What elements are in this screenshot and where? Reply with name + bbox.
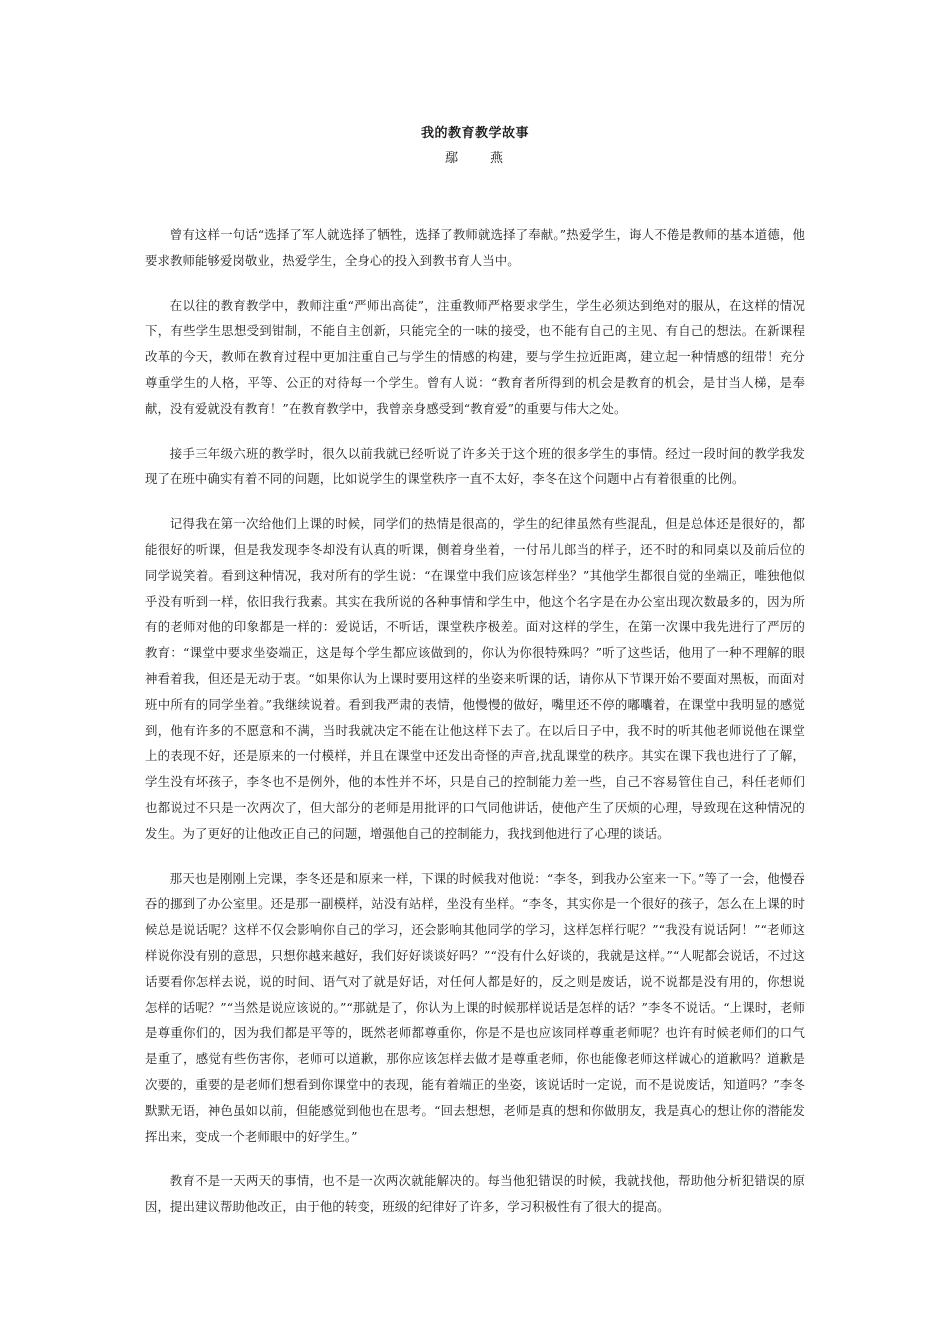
paragraph-1: 曾有这样一句话“选择了军人就选择了牺牲，选择了教师就选择了奉献。”热爱学生，诲人不倦是教师的基本道德，他要求教师能够爱岗敬业，热爱学生，全身心的投入到教书育人当中。 — [145, 227, 805, 268]
paragraph-6: 教育不是一天两天的事情，也不是一次两次就能解决的。每当他犯错误的时候，我就找他，帮助他分析犯错误的原因，提出建议帮助他改正，由于他的转变，班级的纪律好了许多，学习积极性有了很大的提高。 — [145, 1173, 805, 1215]
paragraph-4: 记得我在第一次给他们上课的时候，同学们的热情是很高的，学生的纪律虽然有些混乱，但是总体还是很好的，都能很好的听课，但是我发现李冬却没有认真的听课，侧着身坐着，一付吊儿郎当的样子，还不时的和同桌以及前后位的同学说笑着。看到这种情况，我对所有的学生说：“在课堂中我们应该怎样坐？”其他学生都很自觉的坐端正，唯独他似乎没有听到一样，依旧我行我素。其实在我所说的各种事情和学生中，他这个名字是在办公室出现次数最多的，因为所有的老师对他的印象都是一样的：爱说话，不听话，课堂秩序极差。面对这样的学生，在第一次课中我先进行了严厉的教育：“课堂中要求坐姿端正，这是每个学生都应该做到的，你认为你很特殊吗？”听了这些话，他用了一种不理解的眼神看着我，但还是无动于衷。“如果你认为上课时要用这样的坐姿来听课的话，请你从下节课开始不要面对黑板，而面对班中所有的同学坐着。”我继续说着。看到我严肃的表情，他慢慢的做好，嘴里还不停的嘟囔着，在课堂中我明显的感觉到，他有许多的不愿意和不满，当时我就决定不能在让他这样下去了。在以后日子中，我不时的听其他老师说他在课堂上的表现不好，还是原来的一付模样，并且在课堂中还发出奇怪的声音,扰乱课堂的秩序。其实在课下我也进行了了解，学生没有坏孩子，李冬也不是例外，他的本性并不坏，只是自己的控制能力差一些，自己不容易管住自己，科任老师们也都说过不只是一次两次了，但大部分的老师是用批评的口气同他讲话，使他产生了厌烦的心理，导致现在这种情况的发生。为了更好的让他改正自己的问题，增强他自己的控制能力，我找到他进行了心理的谈话。 — [145, 516, 805, 841]
paragraph-5: 那天也是刚刚上完课，李冬还是和原来一样，下课的时候我对他说：“李冬，到我办公室来一下。”等了一会，他慢吞吞的挪到了办公室里。还是那一副模样，站没有站样，坐没有坐样。“李冬，其实你是一个很好的孩子，怎么在上课的时候总是说话呢？这样不仅会影响你自己的学习，还会影响其他同学的学习，这样怎样行呢？”“我没有说话阿！”“老师这样说你没有别的意思，只想你越来越好，我们好好谈谈好吗？”“没有什么好谈的，我就是这样。”“人呢都会说话，不过这话要看你怎样去说，说的时间、语气对了就是好话，对任何人都是好的，反之则是废话，说不说都是没有用的，你想说怎样的话呢？”“当然是说应该说的。”“那就是了，你认为上课的时候那样说话是怎样的话？”李冬不说话。“上课时，老师是尊重你们的，因为我们都是平等的，既然老师都尊重你，你是不是也应该同样尊重老师呢？也许有时候老师们的口气是重了，感觉有些伤害你，老师可以道歉，那你应该怎样去做才是尊重老师，你也能像老师这样诚心的道歉吗？道歉是次要的，重要的是老师们想看到你课堂中的表现，能有着端正的坐姿，该说话时一定说，而不是说废话，知道吗？”李冬默默无语，神色虽如以前，但能感觉到他也在思考。“回去想想，老师是真的想和你做朋友，我是真心的想让你的潜能发挥出来，变成一个老师眼中的好学生。” — [145, 870, 805, 1144]
paragraph-3: 接手三年级六班的教学时，很久以前我就已经听说了许多关于这个班的很多学生的事情。经过一段时间的教学我发现了在班中确实有着不同的问题，比如说学生的课堂秩序一直不太好，李冬在这个问题中占有着很重的比例。 — [145, 445, 805, 487]
paragraph-2: 在以往的教育教学中，教师注重“严师出高徒”，注重教师严格要求学生，学生必须达到绝对的服从，在这样的情况下，有些学生思想受到钳制，不能自主创新，只能完全的一味的接受，也不能有自己的主见、有自己的想法。在新课程改革的今天，教师在教育过程中更加注重自己与学生的情感的构建，要与学生拉近距离，建立起一种情感的纽带！充分尊重学生的人格，平等、公正的对待每一个学生。曾有人说：“教育者所得到的机会是教育的机会，是甘当人梯，是奉献，没有爱就没有教育！”在教育教学中，我曾亲身感受到“教育爱”的重要与伟大之处。 — [145, 297, 805, 416]
document-body — [145, 222, 805, 1239]
document-title: 我的教育教学故事 — [420, 126, 529, 141]
document-author: 鄢 燕 — [444, 151, 505, 166]
